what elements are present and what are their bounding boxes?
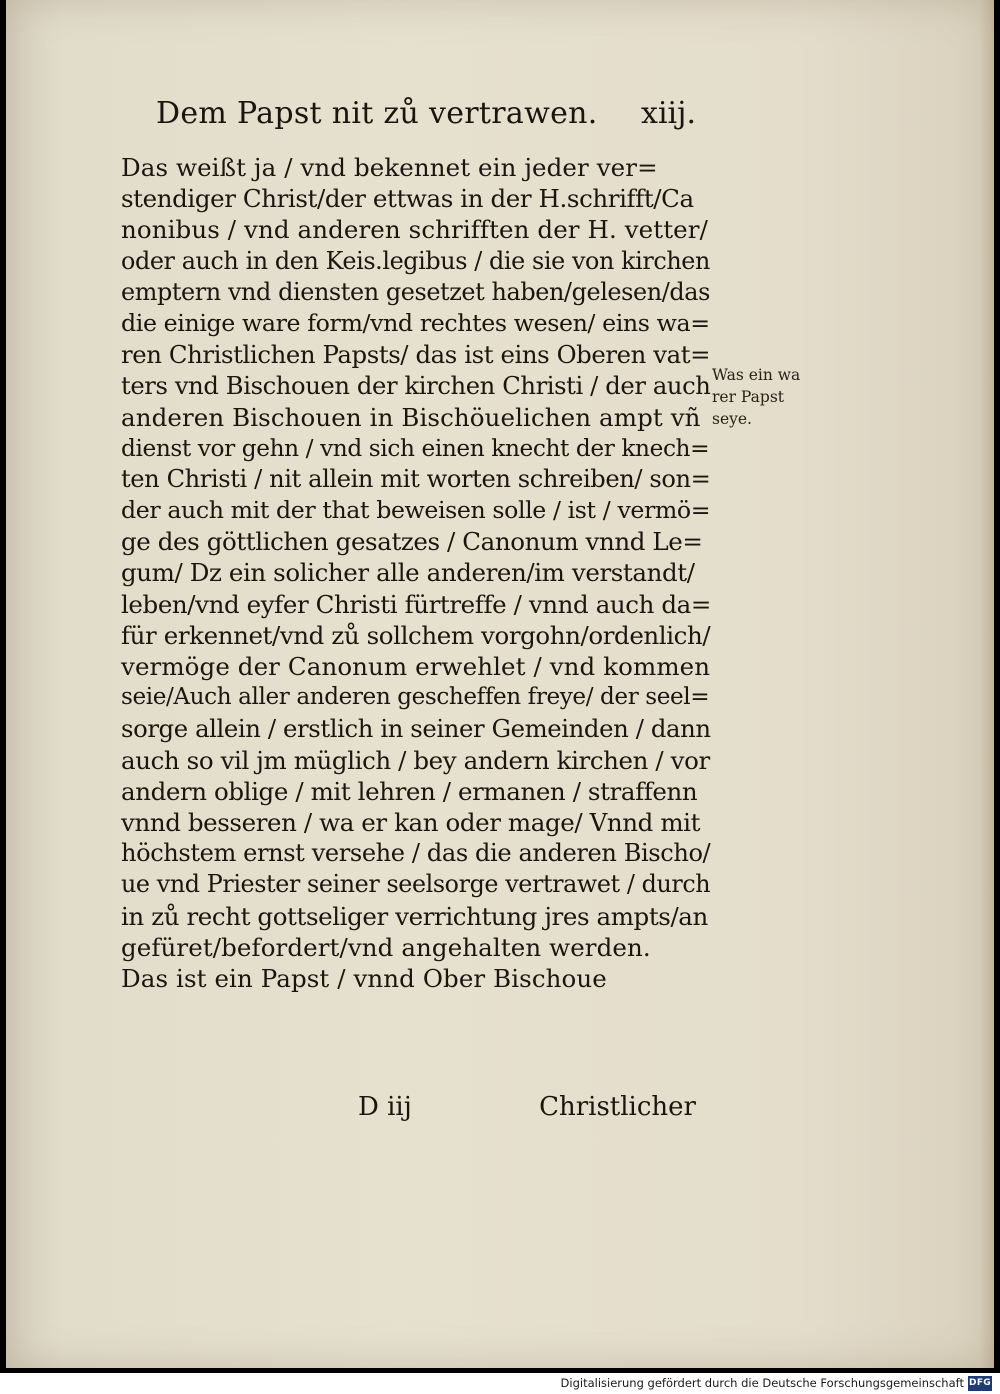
text-line: stendiger Christ/der ettwas in der H.schrifft/Ca [121,184,694,214]
footer-bar [0,1373,1000,1394]
dfg-logo-icon: DFG [968,1376,992,1391]
marginal-note-line: seye. [712,410,752,428]
text-line: sorge allein / erstlich in seiner Gemeinden / dann [121,714,711,744]
catchword: Christlicher [539,1092,696,1122]
running-title: Dem Papst nit zů vertrawen. [156,96,598,131]
text-line: seie/Auch aller anderen gescheffen freye/ der seel= [121,684,710,711]
main-text-block [121,152,711,994]
text-line: andern oblige / mit lehren / ermanen / straffenn [121,776,698,806]
footer-credit: Digitalisierung gefördert durch die Deutsche Forschungsgemeinschaft [560,1376,964,1390]
text-line: anderen Bischouen in Bischöuelichen ampt vñ [121,402,701,432]
page-catchline [236,1092,696,1128]
text-line: ters vnd Bischouen der kirchen Christi / der auch [121,371,711,401]
text-line: ren Christlichen Papsts/ das ist eins Oberen vat= [121,340,711,370]
text-line: nonibus / vnd anderen schrifften der H. vetter/ [121,215,708,245]
text-line: oder auch in den Keis.legibus / die sie von kirchen [121,246,710,275]
text-line: vnnd besseren / wa er kan oder mage/ Vnnd mit [121,807,701,837]
text-line: ge des göttlichen gesatzes / Canonum vnnd Le= [121,527,703,557]
text-line: Das ist ein Papst / vnnd Ober Bischoue [121,963,607,993]
text-line: leben/vnd eyfer Christi fürtreffe / vnnd auch da= [121,589,712,619]
text-line: in zů recht gottseliger verrichtung jres ampts/an [121,901,708,931]
page-header [156,96,696,146]
text-line: ten Christi / nit allein mit worten schreiben/ son= [121,464,711,493]
signature-mark: D iij [358,1092,412,1122]
marginal-note [712,364,832,430]
book-page [6,0,994,1368]
text-line: vermöge der Canonum erwehlet / vnd kommen [121,652,711,681]
folio-number: xiij. [641,96,696,131]
text-line: auch so vil jm müglich / bey andern kirchen / vor [121,745,710,775]
text-line: gefüret/befordert/vnd angehalten werden. [121,932,651,962]
marginal-note-line: rer Papst [712,388,784,406]
text-line: Das weißt ja / vnd bekennet ein jeder ver= [121,153,658,182]
text-line: dienst vor gehn / vnd sich einen knecht der knech= [121,434,710,462]
text-line: höchstem ernst versehe / das die anderen Bischo/ [121,839,711,868]
text-line: der auch mit der that beweisen solle / ist / vermö= [121,496,711,525]
text-line: emptern vnd diensten gesetzet haben/gelesen/das [121,277,710,306]
text-line: die einige ware form/vnd rechtes wesen/ eins wa= [121,308,710,337]
text-line: für erkennet/vnd zů sollchem vorgohn/ordenlich/ [121,620,711,650]
marginal-note-line: Was ein wa [712,366,801,384]
text-line: gum/ Dz ein solicher alle anderen/im verstandt/ [121,558,695,588]
text-line: ue vnd Priester seiner seelsorge vertrawet / durch [121,870,711,899]
